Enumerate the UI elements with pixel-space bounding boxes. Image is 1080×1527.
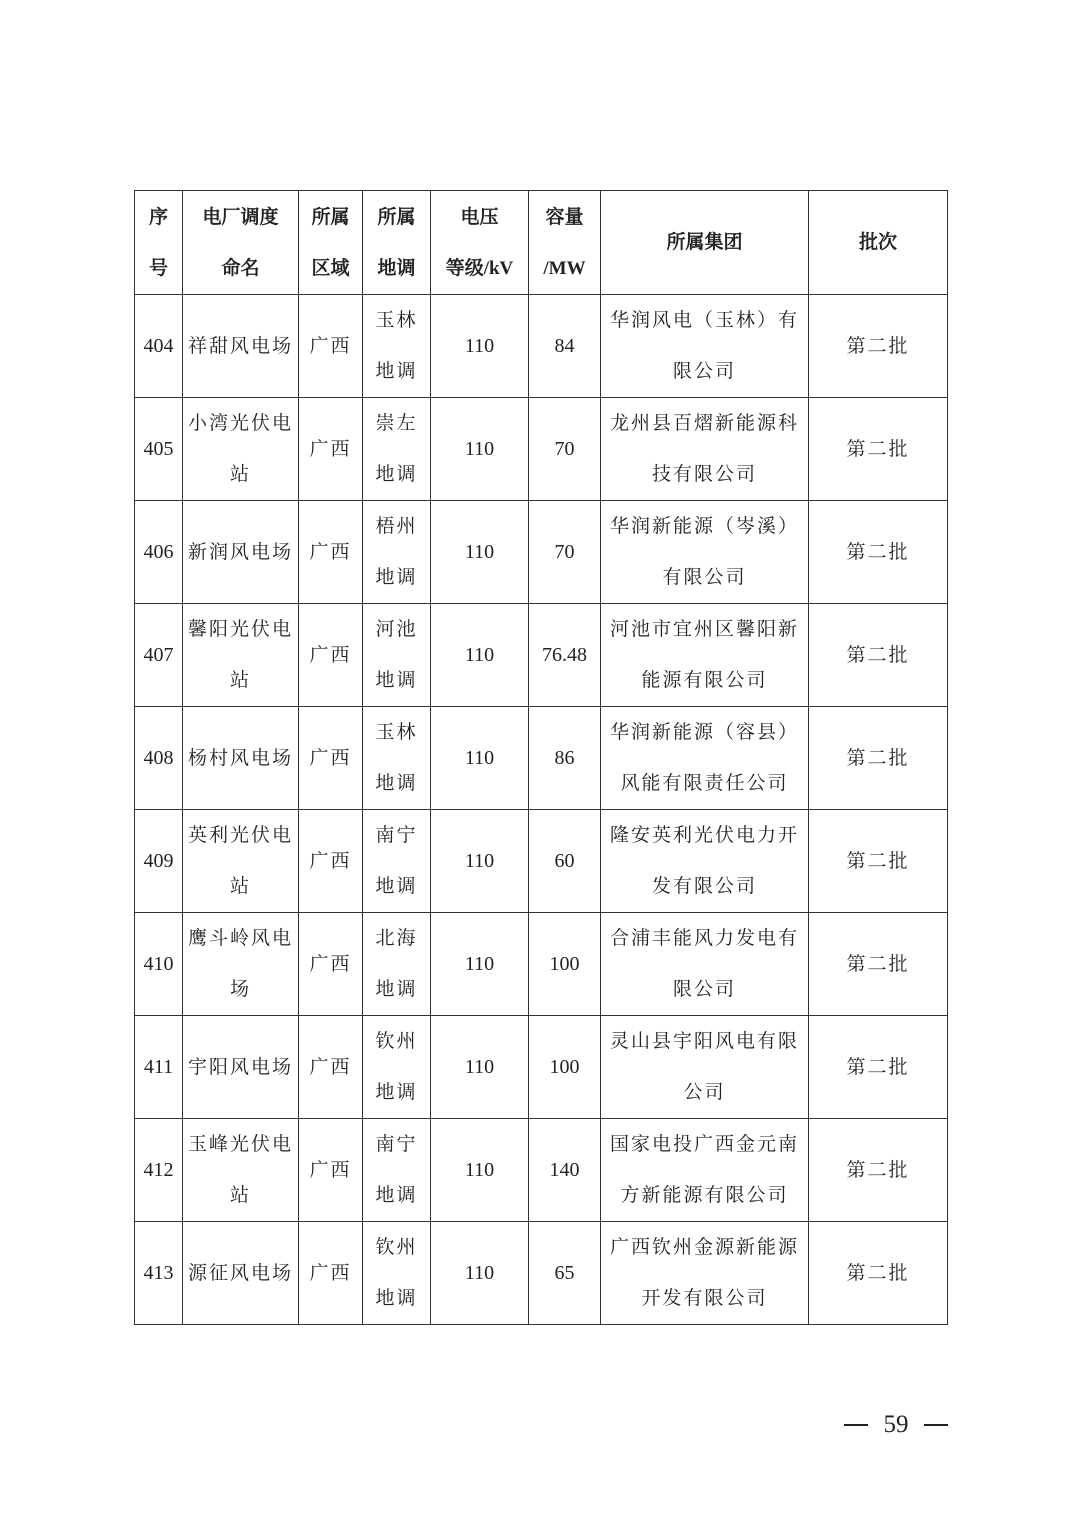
cell-voltage: 110	[431, 295, 529, 398]
table-row	[135, 1016, 948, 1119]
cell-batch: 第二批	[809, 501, 948, 604]
cell-plant-name: 杨村风电场	[183, 707, 299, 810]
cell-dispatch: 崇左地调	[363, 398, 431, 501]
cell-voltage: 110	[431, 913, 529, 1016]
header-dispatch: 所属 地调	[363, 191, 431, 295]
cell-seq: 405	[135, 398, 183, 501]
cell-voltage: 110	[431, 1016, 529, 1119]
cell-capacity: 65	[529, 1222, 601, 1325]
power-plant-table	[134, 190, 948, 1325]
cell-dispatch: 玉林地调	[363, 295, 431, 398]
cell-batch: 第二批	[809, 1016, 948, 1119]
cell-batch: 第二批	[809, 604, 948, 707]
cell-dispatch: 玉林地调	[363, 707, 431, 810]
page-number	[844, 1407, 948, 1443]
cell-capacity: 140	[529, 1119, 601, 1222]
cell-capacity: 100	[529, 913, 601, 1016]
cell-group: 华润新能源（岑溪）有限公司	[601, 501, 809, 604]
cell-dispatch: 北海地调	[363, 913, 431, 1016]
cell-batch: 第二批	[809, 295, 948, 398]
page-number-value: 59	[883, 1411, 909, 1438]
table-header-row	[135, 191, 948, 295]
header-region: 所属 区域	[299, 191, 363, 295]
cell-region: 广西	[299, 1222, 363, 1325]
cell-seq: 407	[135, 604, 183, 707]
cell-capacity: 86	[529, 707, 601, 810]
cell-seq: 411	[135, 1016, 183, 1119]
table-row	[135, 810, 948, 913]
page-number-dash-left	[844, 1424, 868, 1426]
cell-region: 广西	[299, 1119, 363, 1222]
cell-seq: 413	[135, 1222, 183, 1325]
header-batch: 批次	[809, 191, 948, 295]
cell-batch: 第二批	[809, 1119, 948, 1222]
cell-region: 广西	[299, 913, 363, 1016]
cell-region: 广西	[299, 604, 363, 707]
cell-capacity: 84	[529, 295, 601, 398]
cell-region: 广西	[299, 295, 363, 398]
table-row	[135, 398, 948, 501]
cell-dispatch: 南宁地调	[363, 1119, 431, 1222]
cell-group: 龙州县百熠新能源科技有限公司	[601, 398, 809, 501]
header-group: 所属集团	[601, 191, 809, 295]
cell-seq: 412	[135, 1119, 183, 1222]
cell-voltage: 110	[431, 501, 529, 604]
cell-region: 广西	[299, 707, 363, 810]
cell-region: 广西	[299, 810, 363, 913]
table-row	[135, 295, 948, 398]
cell-plant-name: 鹰斗岭风电场	[183, 913, 299, 1016]
cell-group: 广西钦州金源新能源开发有限公司	[601, 1222, 809, 1325]
header-capacity: 容量 /MW	[529, 191, 601, 295]
cell-group: 河池市宜州区馨阳新能源有限公司	[601, 604, 809, 707]
cell-plant-name: 祥甜风电场	[183, 295, 299, 398]
cell-region: 广西	[299, 501, 363, 604]
cell-dispatch: 南宁地调	[363, 810, 431, 913]
cell-dispatch: 钦州地调	[363, 1222, 431, 1325]
cell-plant-name: 小湾光伏电站	[183, 398, 299, 501]
cell-capacity: 76.48	[529, 604, 601, 707]
cell-batch: 第二批	[809, 810, 948, 913]
cell-seq: 406	[135, 501, 183, 604]
cell-plant-name: 新润风电场	[183, 501, 299, 604]
cell-seq: 404	[135, 295, 183, 398]
cell-voltage: 110	[431, 604, 529, 707]
header-plant-name: 电厂调度 命名	[183, 191, 299, 295]
table-row	[135, 501, 948, 604]
cell-voltage: 110	[431, 810, 529, 913]
cell-region: 广西	[299, 1016, 363, 1119]
cell-plant-name: 宇阳风电场	[183, 1016, 299, 1119]
cell-group: 合浦丰能风力发电有限公司	[601, 913, 809, 1016]
table-row	[135, 604, 948, 707]
cell-plant-name: 玉峰光伏电站	[183, 1119, 299, 1222]
cell-group: 灵山县宇阳风电有限公司	[601, 1016, 809, 1119]
cell-voltage: 110	[431, 1119, 529, 1222]
cell-batch: 第二批	[809, 913, 948, 1016]
page-number-dash-right	[924, 1424, 948, 1426]
cell-voltage: 110	[431, 707, 529, 810]
cell-group: 华润风电（玉林）有限公司	[601, 295, 809, 398]
cell-voltage: 110	[431, 398, 529, 501]
table-row	[135, 913, 948, 1016]
table-row	[135, 1222, 948, 1325]
cell-plant-name: 源征风电场	[183, 1222, 299, 1325]
cell-plant-name: 英利光伏电站	[183, 810, 299, 913]
cell-dispatch: 钦州地调	[363, 1016, 431, 1119]
cell-capacity: 100	[529, 1016, 601, 1119]
cell-seq: 408	[135, 707, 183, 810]
cell-capacity: 60	[529, 810, 601, 913]
header-seq: 序 号	[135, 191, 183, 295]
cell-voltage: 110	[431, 1222, 529, 1325]
header-voltage: 电压 等级/kV	[431, 191, 529, 295]
cell-batch: 第二批	[809, 707, 948, 810]
cell-plant-name: 馨阳光伏电站	[183, 604, 299, 707]
table-row	[135, 1119, 948, 1222]
cell-capacity: 70	[529, 398, 601, 501]
cell-capacity: 70	[529, 501, 601, 604]
cell-dispatch: 河池地调	[363, 604, 431, 707]
cell-dispatch: 梧州地调	[363, 501, 431, 604]
cell-seq: 410	[135, 913, 183, 1016]
cell-batch: 第二批	[809, 398, 948, 501]
cell-group: 隆安英利光伏电力开发有限公司	[601, 810, 809, 913]
cell-group: 华润新能源（容县）风能有限责任公司	[601, 707, 809, 810]
cell-region: 广西	[299, 398, 363, 501]
cell-group: 国家电投广西金元南方新能源有限公司	[601, 1119, 809, 1222]
cell-seq: 409	[135, 810, 183, 913]
cell-batch: 第二批	[809, 1222, 948, 1325]
table-row	[135, 707, 948, 810]
